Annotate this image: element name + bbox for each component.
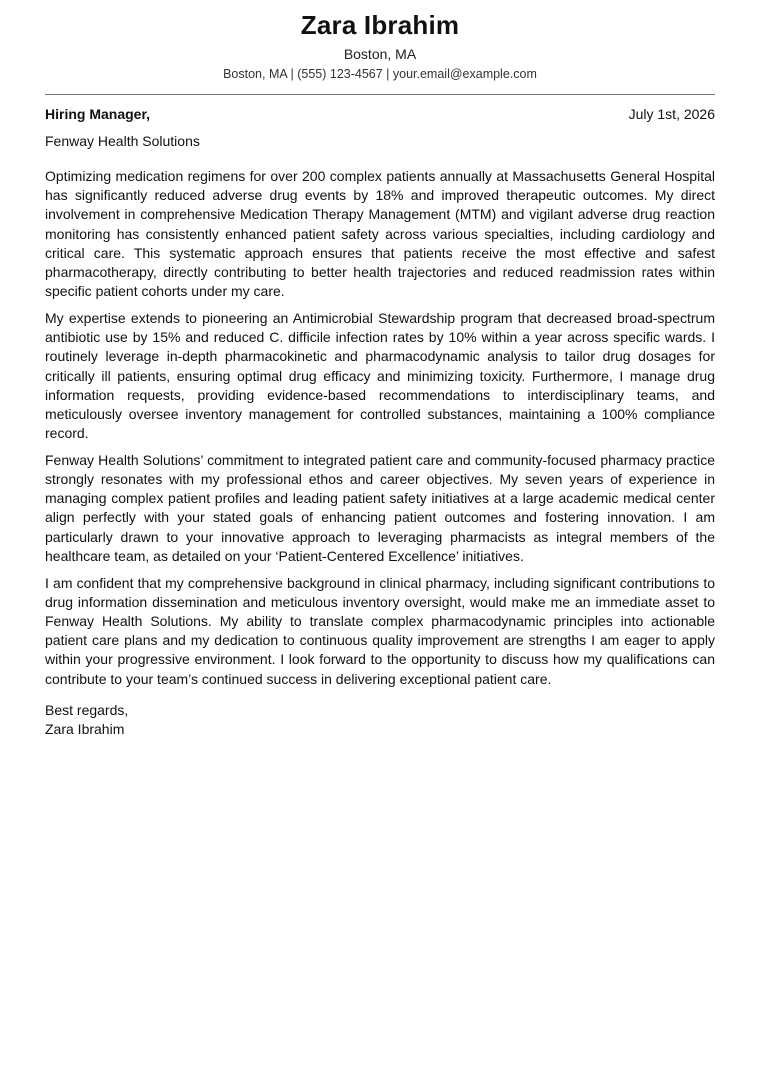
closing-block [45, 701, 715, 739]
body-paragraph: Optimizing medication regimens for over 200 complex patients annually at Massachusetts General Hospital has significantly reduced adverse drug events by 18% and improved therapeutic outcomes. My direct involvement in comprehensive Medication Therapy Management (MTM) and vigilant adverse drug reaction monitoring has consistently enhanced patient safety across various specialties, including cardiology and critical care. This systematic approach ensures that patients receive the most effective and safest pharmacotherapy, directly contributing to better health trajectories and reduced readmission rates within specific patient cohorts under my care. [45, 168, 715, 300]
contact-line: Boston, MA | (555) 123-4567 | your.email@example.com [223, 67, 537, 81]
applicant-name: Zara Ibrahim [300, 10, 460, 40]
signature-name: Zara Ibrahim [45, 720, 125, 737]
applicant-location: Boston, MA [343, 46, 417, 62]
company-name: Fenway Health Solutions [45, 133, 200, 149]
body-paragraph: I am confident that my comprehensive background in clinical pharmacy, including significant contributions to drug information dissemination and meticulous inventory oversight, would make me an immediate asset to Fenway Health Solutions. My ability to translate complex pharmacodynamic principles into actionable patient care plans and my dedication to continuous quality improvement are strengths I am eager to apply within your progressive environment. I look forward to the opportunity to discuss how my qualifications can contribute to your team’s continued success in delivering exceptional patient care. [45, 574, 715, 687]
letter-date: July 1st, 2026 [628, 106, 715, 122]
body-paragraph: Fenway Health Solutions’ commitment to integrated patient care and community-focused pharmacy practice strongly resonates with my professional ethos and career objectives. My seven years of experience in managing complex patient profiles and leading patient safety initiatives at a large academic medical center align perfectly with your stated goals of enhancing patient outcomes and fostering innovation. I am particularly drawn to your innovative approach to leveraging pharmacists as integral members of the healthcare team, as detailed on your ‘Patient-Centered Excellence’ initiatives. [45, 451, 715, 564]
closing-phrase: Best regards, [45, 701, 129, 718]
header-divider [45, 94, 715, 95]
letter-body [45, 167, 715, 689]
recipient-date-row [45, 105, 715, 124]
recipient-salutation: Hiring Manager, [45, 106, 151, 122]
body-paragraph: My expertise extends to pioneering an Antimicrobial Stewardship program that decreased broad-spectrum antibiotic use by 15% and reduced C. difficile infection rates by 10% within a year across specific wards. I routinely leverage in-depth pharmacokinetic and pharmacodynamic analysis to tailor drug dosages for critically ill patients, ensuring optimal drug efficacy and minimizing toxicity. Furthermore, I manage drug information requests, providing evidence-based recommendations to interdisciplinary teams, and meticulously oversee inventory management for controlled substances, maintaining a 100% compliance record. [45, 309, 715, 442]
